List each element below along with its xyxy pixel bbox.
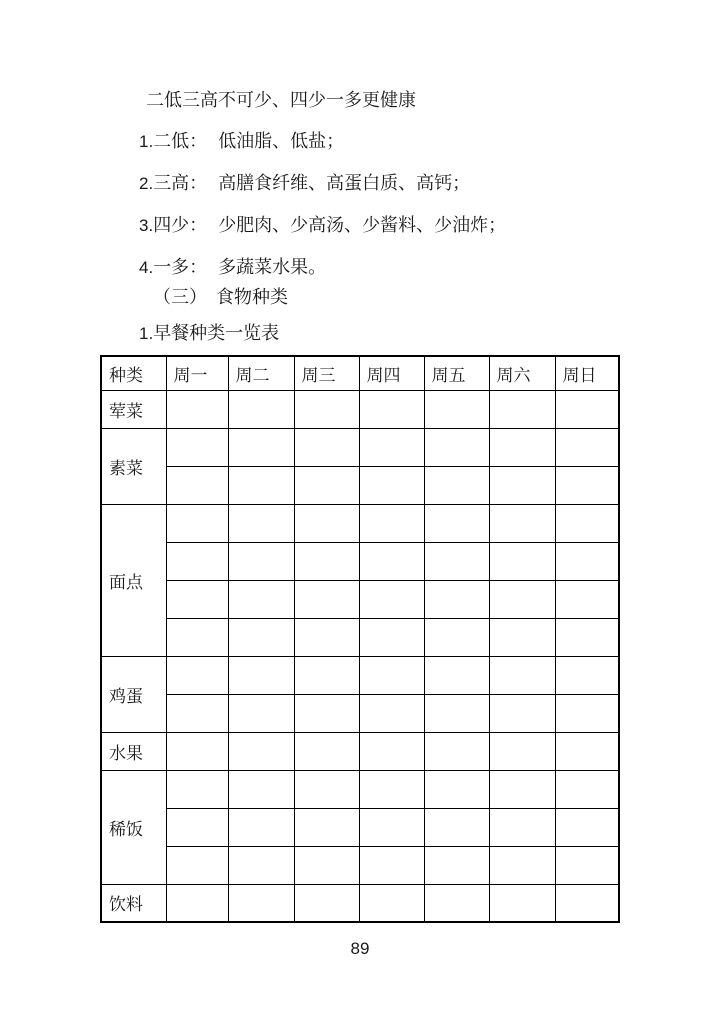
- empty-cell: [489, 504, 555, 542]
- row-label: 水果: [101, 732, 166, 770]
- empty-cell: [489, 694, 555, 732]
- list-item: [139, 131, 344, 152]
- empty-cell: [228, 732, 294, 770]
- empty-cell: [294, 390, 359, 428]
- table-row: [101, 618, 619, 656]
- empty-cell: [555, 732, 619, 770]
- list-item-text: 少肥肉、少高汤、少酱料、少油炸；: [218, 215, 507, 235]
- table-row: [101, 428, 619, 466]
- empty-cell: [489, 808, 555, 846]
- empty-cell: [294, 542, 359, 580]
- empty-cell: [489, 618, 555, 656]
- empty-cell: [294, 466, 359, 504]
- empty-cell: [359, 542, 424, 580]
- list-item-text: 高膳食纤维、高蛋白质、高钙；: [218, 173, 471, 193]
- empty-cell: [166, 580, 228, 618]
- col-header-day: 周二: [228, 356, 294, 390]
- table-row: [101, 808, 619, 846]
- col-header-day: 周日: [555, 356, 619, 390]
- table-row: [101, 390, 619, 428]
- empty-cell: [228, 542, 294, 580]
- empty-cell: [166, 808, 228, 846]
- empty-cell: [489, 846, 555, 884]
- empty-cell: [489, 466, 555, 504]
- list-item-label: 四少：: [153, 215, 208, 235]
- table-row: [101, 504, 619, 542]
- empty-cell: [359, 618, 424, 656]
- empty-cell: [424, 884, 489, 922]
- section-number: （三）: [153, 287, 207, 307]
- empty-cell: [424, 846, 489, 884]
- empty-cell: [359, 466, 424, 504]
- empty-cell: [359, 770, 424, 808]
- empty-cell: [424, 808, 489, 846]
- empty-cell: [166, 732, 228, 770]
- list-item-label: 三高：: [153, 173, 208, 193]
- empty-cell: [555, 466, 619, 504]
- section-text: 食物种类: [216, 287, 288, 307]
- empty-cell: [359, 504, 424, 542]
- empty-cell: [489, 580, 555, 618]
- empty-cell: [166, 504, 228, 542]
- table-row: [101, 732, 619, 770]
- row-label: 饮料: [101, 884, 166, 922]
- empty-cell: [294, 428, 359, 466]
- list-item-text: 低油脂、低盐；: [218, 131, 345, 151]
- empty-cell: [166, 656, 228, 694]
- empty-cell: [359, 580, 424, 618]
- empty-cell: [228, 808, 294, 846]
- empty-cell: [166, 694, 228, 732]
- empty-cell: [489, 656, 555, 694]
- empty-cell: [228, 580, 294, 618]
- empty-cell: [555, 808, 619, 846]
- empty-cell: [555, 504, 619, 542]
- empty-cell: [166, 428, 228, 466]
- col-header-day: 周三: [294, 356, 359, 390]
- empty-cell: [228, 884, 294, 922]
- list-item-number: 1.: [139, 132, 154, 151]
- row-label: 面点: [101, 504, 166, 656]
- empty-cell: [489, 542, 555, 580]
- empty-cell: [555, 428, 619, 466]
- empty-cell: [294, 732, 359, 770]
- empty-cell: [228, 618, 294, 656]
- empty-cell: [166, 770, 228, 808]
- list-item-label: 二低：: [153, 131, 208, 151]
- list-item-number: 3.: [139, 216, 154, 235]
- table-row: [101, 580, 619, 618]
- table-title: [139, 323, 279, 344]
- empty-cell: [555, 580, 619, 618]
- list-item: [139, 173, 470, 194]
- empty-cell: [359, 694, 424, 732]
- col-header-category: 种类: [101, 356, 166, 390]
- empty-cell: [555, 770, 619, 808]
- empty-cell: [555, 846, 619, 884]
- breakfast-table: [100, 355, 620, 923]
- empty-cell: [294, 694, 359, 732]
- table-row: [101, 542, 619, 580]
- empty-cell: [228, 694, 294, 732]
- table-header: [101, 356, 619, 390]
- document-heading: 二低三高不可少、四少一多更健康: [146, 90, 416, 110]
- list-item-number: 2.: [139, 174, 154, 193]
- empty-cell: [294, 580, 359, 618]
- empty-cell: [294, 656, 359, 694]
- empty-cell: [424, 466, 489, 504]
- empty-cell: [555, 656, 619, 694]
- empty-cell: [555, 884, 619, 922]
- empty-cell: [294, 846, 359, 884]
- table-header-row: [101, 356, 619, 390]
- empty-cell: [424, 618, 489, 656]
- empty-cell: [166, 390, 228, 428]
- row-label: 稀饭: [101, 770, 166, 884]
- list-item: [139, 215, 506, 236]
- col-header-day: 周五: [424, 356, 489, 390]
- empty-cell: [555, 694, 619, 732]
- empty-cell: [424, 390, 489, 428]
- row-label: 荤菜: [101, 390, 166, 428]
- empty-cell: [489, 428, 555, 466]
- empty-cell: [228, 846, 294, 884]
- empty-cell: [166, 846, 228, 884]
- empty-cell: [424, 656, 489, 694]
- empty-cell: [359, 808, 424, 846]
- empty-cell: [424, 732, 489, 770]
- empty-cell: [228, 390, 294, 428]
- table-body: [101, 390, 619, 922]
- table-row: [101, 846, 619, 884]
- row-label: 鸡蛋: [101, 656, 166, 732]
- empty-cell: [424, 580, 489, 618]
- empty-cell: [424, 542, 489, 580]
- empty-cell: [359, 656, 424, 694]
- empty-cell: [228, 466, 294, 504]
- page-number: 89: [350, 939, 370, 958]
- col-header-day: 周一: [166, 356, 228, 390]
- empty-cell: [294, 504, 359, 542]
- empty-cell: [294, 770, 359, 808]
- empty-cell: [228, 428, 294, 466]
- col-header-day: 周四: [359, 356, 424, 390]
- empty-cell: [489, 732, 555, 770]
- empty-cell: [489, 390, 555, 428]
- empty-cell: [166, 884, 228, 922]
- empty-cell: [166, 618, 228, 656]
- table-row: [101, 884, 619, 922]
- empty-cell: [294, 808, 359, 846]
- empty-cell: [359, 428, 424, 466]
- row-label: 素菜: [101, 428, 166, 504]
- table-title-number: 1.: [139, 324, 154, 343]
- list-item-number: 4.: [139, 258, 154, 277]
- empty-cell: [166, 466, 228, 504]
- list-item-text: 多蔬菜水果。: [218, 257, 327, 277]
- empty-cell: [489, 884, 555, 922]
- list-item-label: 一多：: [153, 257, 208, 277]
- table-row: [101, 466, 619, 504]
- empty-cell: [359, 884, 424, 922]
- empty-cell: [228, 656, 294, 694]
- col-header-day: 周六: [489, 356, 555, 390]
- empty-cell: [555, 542, 619, 580]
- empty-cell: [424, 694, 489, 732]
- table-row: [101, 770, 619, 808]
- empty-cell: [424, 428, 489, 466]
- table-title-text: 早餐种类一览表: [153, 323, 280, 343]
- empty-cell: [555, 618, 619, 656]
- empty-cell: [424, 770, 489, 808]
- empty-cell: [424, 504, 489, 542]
- empty-cell: [228, 770, 294, 808]
- empty-cell: [359, 390, 424, 428]
- empty-cell: [294, 618, 359, 656]
- list-item: [139, 257, 326, 278]
- section-heading: [153, 287, 288, 307]
- table-row: [101, 656, 619, 694]
- empty-cell: [359, 732, 424, 770]
- empty-cell: [166, 542, 228, 580]
- empty-cell: [359, 846, 424, 884]
- empty-cell: [228, 504, 294, 542]
- empty-cell: [555, 390, 619, 428]
- table-row: [101, 694, 619, 732]
- empty-cell: [489, 770, 555, 808]
- empty-cell: [294, 884, 359, 922]
